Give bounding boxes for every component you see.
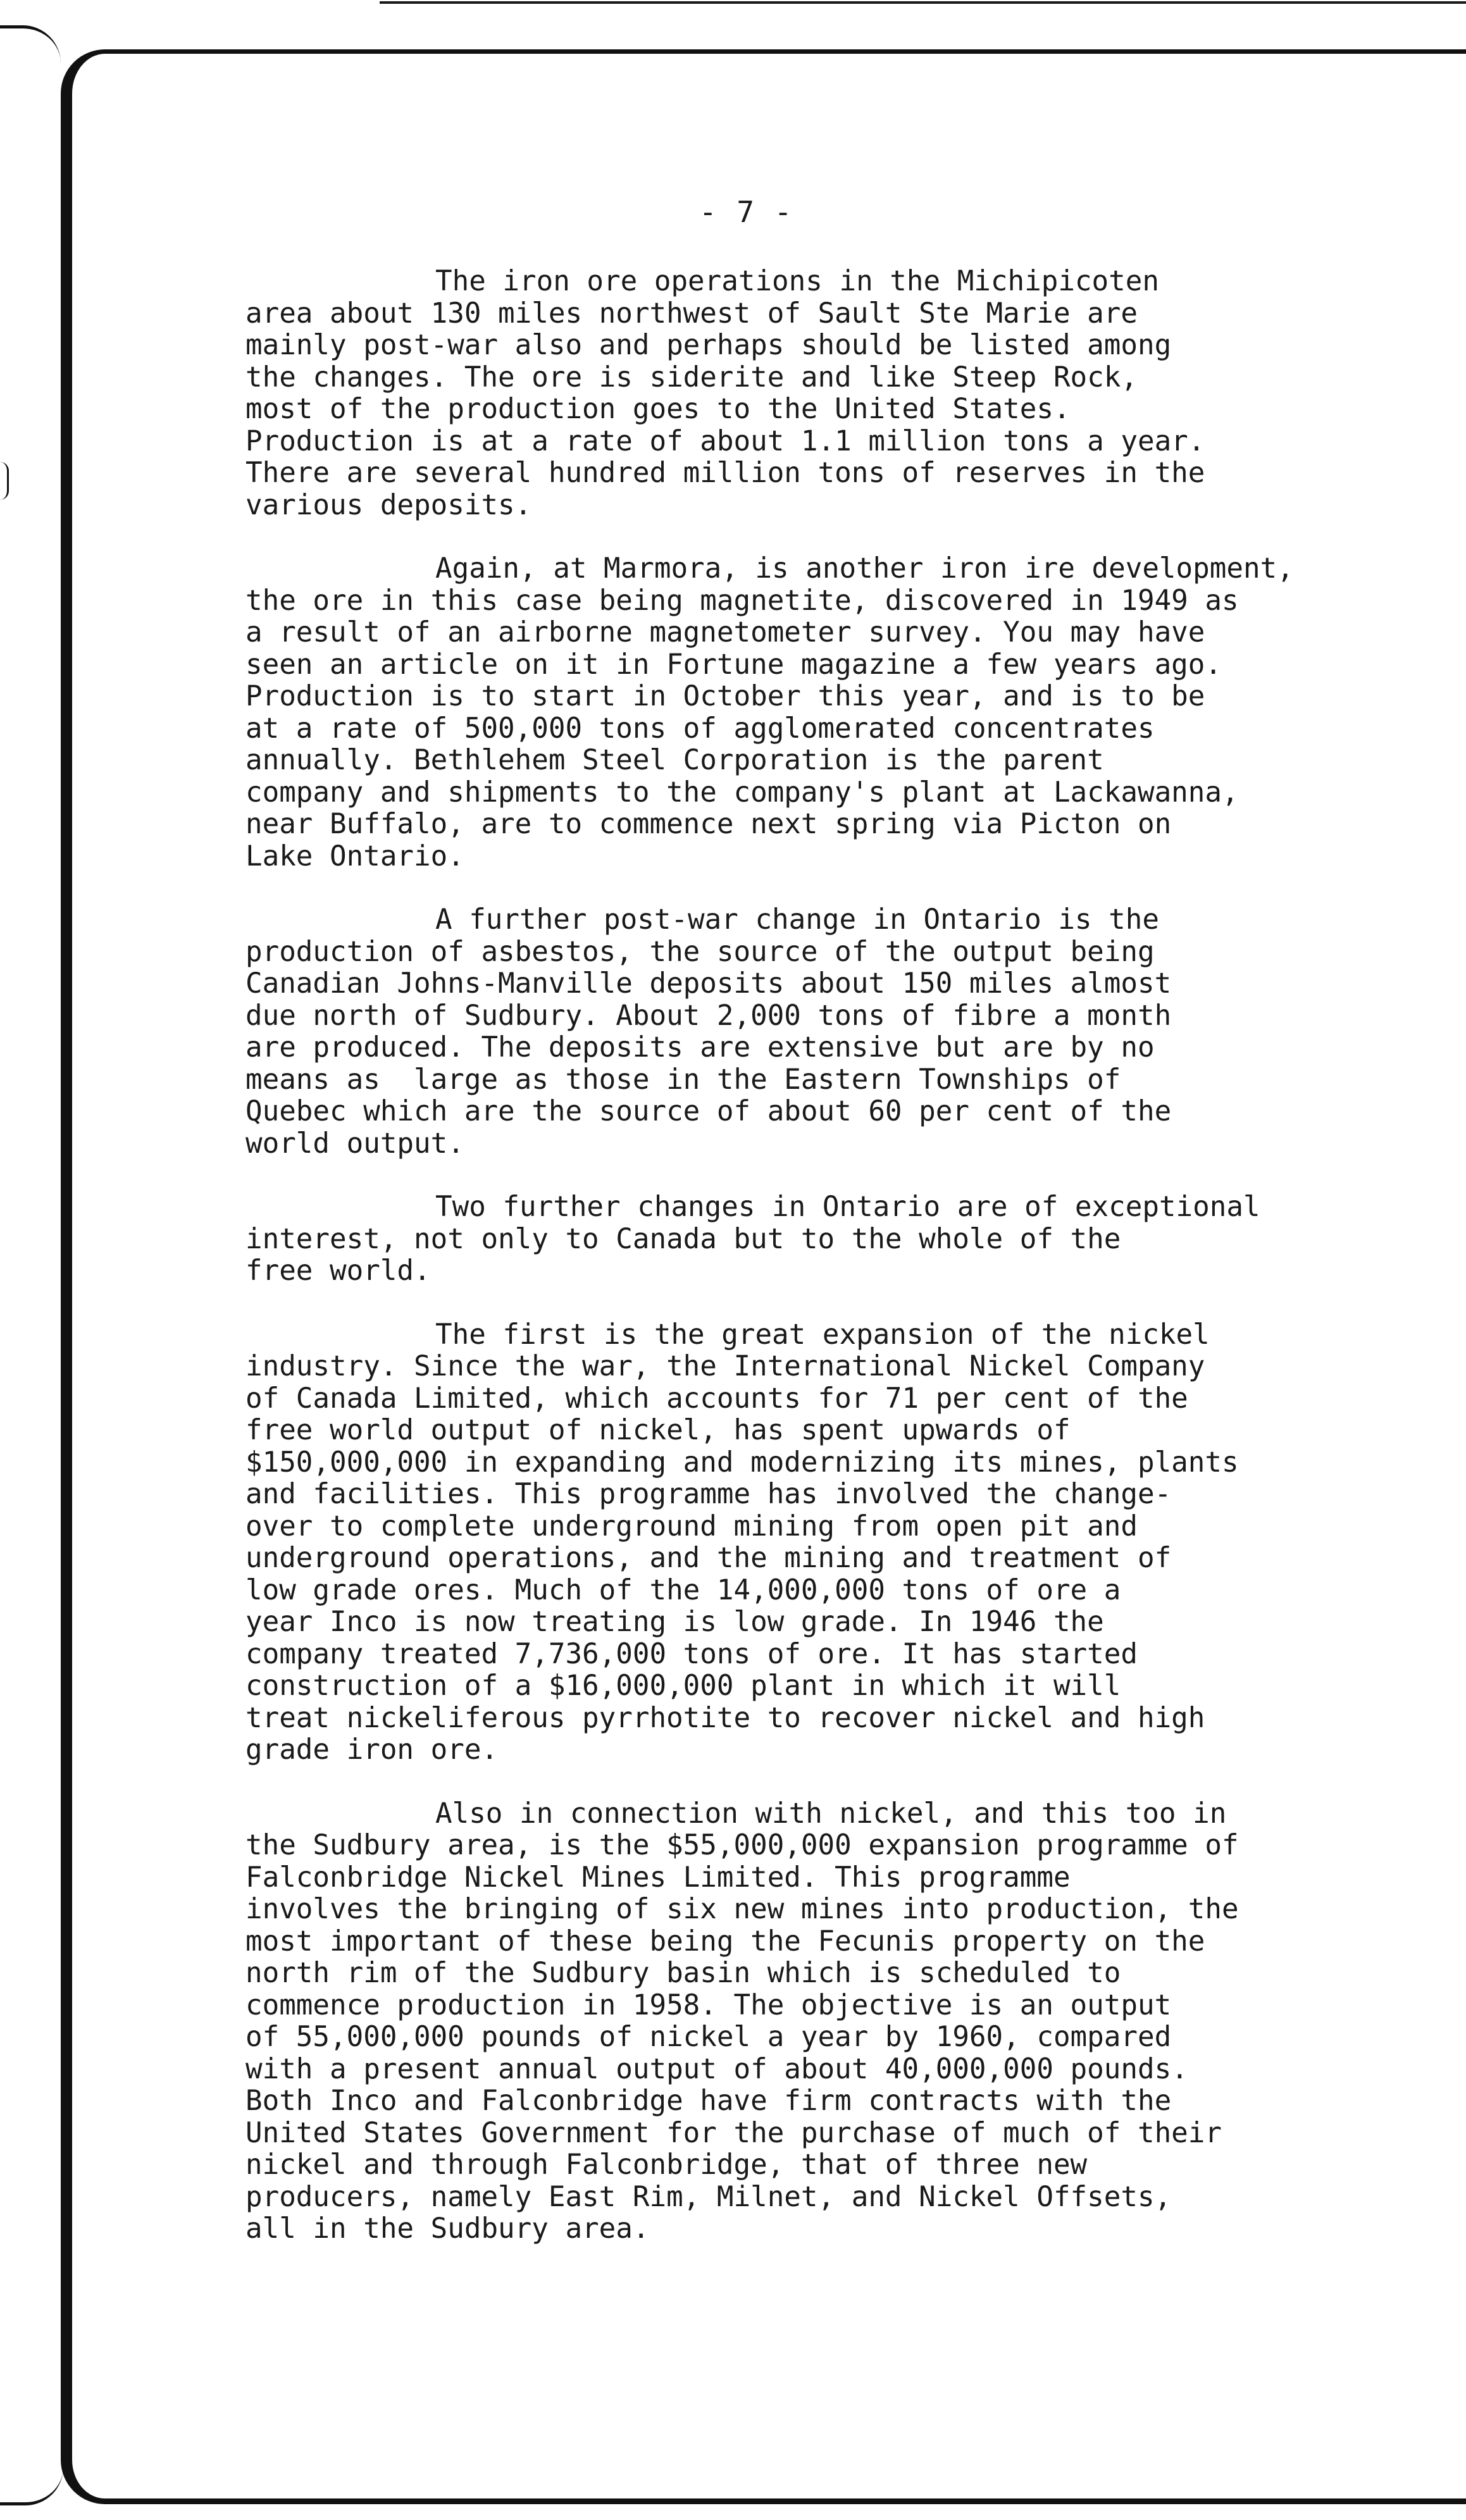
text-line: $150,000,000 in expanding and modernizing its mines, plants <box>245 1446 1239 1479</box>
text-line: seen an article on it in Fortune magazine a few years ago. <box>245 648 1222 681</box>
text-line: the ore in this case being magnetite, discovered in 1949 as <box>245 584 1239 617</box>
paragraph <box>245 904 1422 1160</box>
page-top-edge <box>380 1 1466 4</box>
paragraph <box>245 553 1422 872</box>
page-curl-top <box>0 25 61 63</box>
text-line: Two further changes in Ontario are of exceptional <box>435 1191 1260 1223</box>
text-line: of 55,000,000 pounds of nickel a year by 1960, compared <box>245 2021 1172 2053</box>
text-line: north rim of the Sudbury basin which is scheduled to <box>245 1957 1121 1989</box>
paragraph <box>245 1319 1422 1766</box>
text-line: industry. Since the war, the International Nickel Company <box>245 1350 1205 1382</box>
text-line: annually. Bethlehem Steel Corporation is the parent <box>245 744 1104 776</box>
text-line: Quebec which are the source of about 60 per cent of the <box>245 1095 1172 1127</box>
text-line: interest, not only to Canada but to the whole of the <box>245 1222 1121 1255</box>
binding-mark <box>0 462 9 500</box>
text-line: Falconbridge Nickel Mines Limited. This programme <box>245 1861 1071 1894</box>
text-line: of Canada Limited, which accounts for 71 per cent of the <box>245 1382 1188 1415</box>
text-line: at a rate of 500,000 tons of agglomerated concentrates <box>245 712 1155 745</box>
text-line: Canadian Johns-Manville deposits about 150 miles almost <box>245 967 1172 1000</box>
text-line: near Buffalo, are to commence next spring via Picton on <box>245 808 1172 840</box>
text-line: area about 130 miles northwest of Sault Ste Marie are <box>245 297 1138 330</box>
text-line: free world. <box>245 1255 431 1287</box>
text-line: A further post-war change in Ontario is the <box>435 903 1159 936</box>
text-line: Production is to start in October this year, and is to be <box>245 680 1205 712</box>
text-line: Production is at a rate of about 1.1 million tons a year. <box>245 425 1205 457</box>
text-line: grade iron ore. <box>245 1734 499 1766</box>
text-line: low grade ores. Much of the 14,000,000 tons of ore a <box>245 1573 1121 1606</box>
text-line: involves the bringing of six new mines into production, the <box>245 1893 1239 1925</box>
text-line: Both Inco and Falconbridge have firm contracts with the <box>245 2085 1172 2117</box>
page-number: - 7 - <box>699 195 793 229</box>
document-body <box>245 266 1422 2277</box>
paragraph <box>245 1191 1422 1288</box>
paragraph <box>245 1798 1422 2245</box>
text-line: means as large as those in the Eastern Townships of <box>245 1063 1121 1096</box>
text-line: and facilities. This programme has involved the change- <box>245 1478 1172 1510</box>
text-line: the Sudbury area, is the $55,000,000 expansion programme of <box>245 1829 1239 1861</box>
text-line: nickel and through Falconbridge, that of three new <box>245 2149 1088 2181</box>
text-line: most important of these being the Fecunis property on the <box>245 1925 1205 1958</box>
text-line: due north of Sudbury. About 2,000 tons of fibre a month <box>245 999 1172 1032</box>
text-line: The iron ore operations in the Michipicoten <box>435 265 1159 297</box>
text-line: free world output of nickel, has spent upwards of <box>245 1414 1071 1446</box>
text-line: mainly post-war also and perhaps should be listed among <box>245 329 1172 361</box>
text-line: most of the production goes to the United States. <box>245 393 1071 425</box>
text-line: various deposits. <box>245 488 532 521</box>
text-line: with a present annual output of about 40,000,000 pounds. <box>245 2052 1188 2085</box>
text-line: treat nickeliferous pyrrhotite to recover nickel and high <box>245 1701 1205 1734</box>
text-line: a result of an airborne magnetometer survey. You may have <box>245 616 1205 649</box>
paragraph <box>245 266 1422 521</box>
text-line: over to complete underground mining from open pit and <box>245 1510 1138 1542</box>
text-line: company and shipments to the company's plant at Lackawanna, <box>245 776 1239 809</box>
text-line: are produced. The deposits are extensive but are by no <box>245 1031 1155 1064</box>
text-line: production of asbestos, the source of the output being <box>245 935 1155 968</box>
text-line: Again, at Marmora, is another iron ire development, <box>435 552 1294 585</box>
text-line: There are several hundred million tons of reserves in the <box>245 457 1205 489</box>
text-line: commence production in 1958. The objective is an output <box>245 1989 1172 2021</box>
text-line: Also in connection with nickel, and this too in <box>435 1797 1227 1830</box>
text-line: Lake Ontario. <box>245 840 464 872</box>
text-line: year Inco is now treating is low grade. In 1946 the <box>245 1606 1104 1638</box>
text-line: the changes. The ore is siderite and like Steep Rock, <box>245 361 1138 394</box>
text-line: underground operations, and the mining and treatment of <box>245 1542 1172 1574</box>
text-line: United States Government for the purchase of much of their <box>245 2116 1222 2149</box>
text-line: producers, namely East Rim, Milnet, and Nickel Offsets, <box>245 2180 1172 2213</box>
text-line: company treated 7,736,000 tons of ore. It has started <box>245 1637 1138 1670</box>
text-line: all in the Sudbury area. <box>245 2213 650 2245</box>
text-line: construction of a $16,000,000 plant in which it will <box>245 1670 1121 1702</box>
page-curl-bottom <box>0 2467 63 2505</box>
text-line: world output. <box>245 1127 464 1160</box>
text-line: The first is the great expansion of the nickel <box>435 1318 1210 1351</box>
